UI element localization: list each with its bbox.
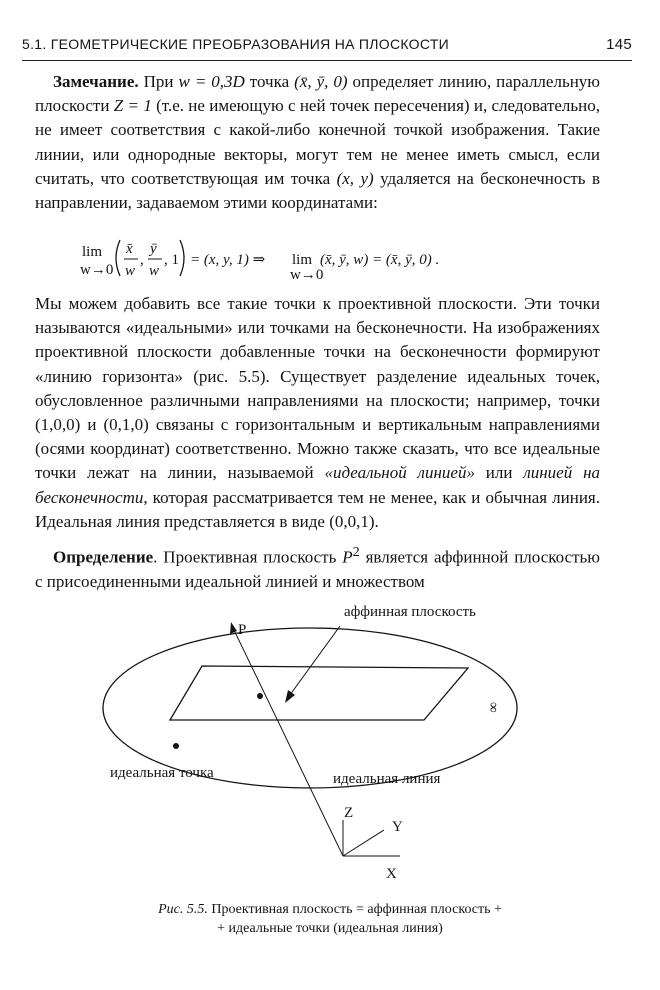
definition-label: Определение (53, 547, 154, 567)
projection-ray (233, 628, 343, 856)
remark-math-4: (x, y) (336, 168, 374, 188)
ray-arrowhead (230, 622, 237, 634)
running-header (22, 36, 632, 58)
remark-text-5: удаляется на бесконечность в направлении, задаваемом этими координатами: (35, 168, 600, 213)
label-p: P (238, 622, 247, 638)
ideal-points-paragraph (35, 292, 600, 534)
formula-arg-2: (x̄, ȳ, w) = (x̄, ȳ, 0) . (320, 252, 440, 268)
para2-text-3: , которая рассматривается тем не менее, как и обычная линия. Идеальная линия представляется в виде (0,0,1). (35, 487, 600, 531)
label-ideal-point: идеальная точка (110, 765, 214, 781)
definition-text-1: . Проективная плоскость (153, 547, 343, 567)
remark-math-1: w = 0,3D (178, 72, 245, 91)
ideal-point-dot (173, 743, 179, 749)
limit-formula (80, 234, 560, 282)
remark-text-2: точка (244, 72, 295, 91)
header-title: 5.1. ГЕОМЕТРИЧЕСКИЕ ПРЕОБРАЗОВАНИЯ НА ПЛОСКОСТИ (22, 36, 450, 52)
definition-sup: 2 (352, 544, 360, 560)
remark-math-2: (x̄, ȳ, 0) (294, 72, 348, 91)
para2-italic-2: линией на бесконечности (35, 463, 600, 507)
remark-paragraph (35, 70, 600, 215)
definition-math-p: P (342, 547, 353, 567)
formula-comma: , (140, 252, 144, 268)
point-on-plane (257, 693, 263, 699)
remark-text-3: определяет линию, параллельную плоскости (35, 72, 600, 116)
caption-line-2: + идеальные точки (идеальная линия) (217, 921, 443, 936)
para2-italic-1: «идеальной линией» (324, 463, 475, 483)
caption-text-1: Проективная плоскость = аффинная плоскость + (207, 902, 502, 917)
affine-pointer-head (285, 690, 295, 703)
formula-xbar: x̄ (126, 241, 133, 257)
affine-plane (170, 666, 468, 720)
page-number: 145 (606, 36, 632, 53)
caption-fig-number: Рис. 5.5. (158, 902, 208, 917)
remark-math-3: Z = 1 (113, 96, 152, 116)
ideal-line-ellipse (103, 628, 517, 788)
formula-tail-1: , 1 (164, 252, 179, 268)
affine-pointer-line (287, 626, 340, 699)
label-z: Z (344, 805, 354, 821)
formula-w-1: w (125, 263, 136, 279)
axis-y (343, 830, 384, 856)
figure-caption (80, 900, 580, 938)
header-rule (22, 60, 632, 61)
paren-right (180, 240, 184, 276)
formula-eq-1: = (x, y, 1) ⇒ (190, 252, 266, 268)
remark-text-4: (т.е. не имеющую с ней точек пересечения) и, следовательно, не имеет соответствия с какой-либо конечной точкой изображения. Такие линии, или однородные векторы, могут тем не менее иметь смысл, если считать, что соответствующая им точка (35, 96, 600, 188)
definition-text-2: является аффинной плоскостью с присоединенными идеальной линией и множеством (35, 547, 600, 591)
caption-line-1 (80, 900, 580, 919)
para2-text-2: или (474, 463, 524, 483)
formula-ybar: ȳ (150, 241, 157, 257)
formula-lim-1: lim (82, 244, 103, 260)
formula-sub-2: w→0 (290, 267, 324, 282)
formula-w-2: w (149, 263, 160, 279)
formula-sub-1: w→0 (80, 262, 114, 278)
label-ideal-line: идеальная линия (333, 771, 441, 787)
paren-left (116, 240, 120, 276)
remark-text-1: При (138, 72, 179, 91)
label-infinity: ∞ (485, 702, 501, 713)
formula-lim-2: lim (292, 252, 313, 268)
remark-label: Замечание. (53, 72, 139, 91)
label-x: X (386, 866, 397, 882)
para2-text-1: Мы можем добавить все такие точки к проективной плоскости. Эти точки называются «идеальными» или точками на бесконечности. На изображениях проективной плоскости добавленные точки на бесконечности формируют «линию горизонта» (рис. 5.5). Существует разделение идеальных точек, обусловленное различными направлениями на плоскости; например, точки (1,0,0) и (0,1,0) связаны с горизонтальным и вертикальным направлениями (осями координат) соответственно. Можно также сказать, что все идеальные точки лежат на линии, называемой (35, 294, 600, 483)
label-y: Y (392, 819, 403, 835)
projective-plane-figure (100, 594, 540, 894)
definition-paragraph (35, 540, 600, 594)
label-affine-plane: аффинная плоскость (344, 604, 476, 620)
